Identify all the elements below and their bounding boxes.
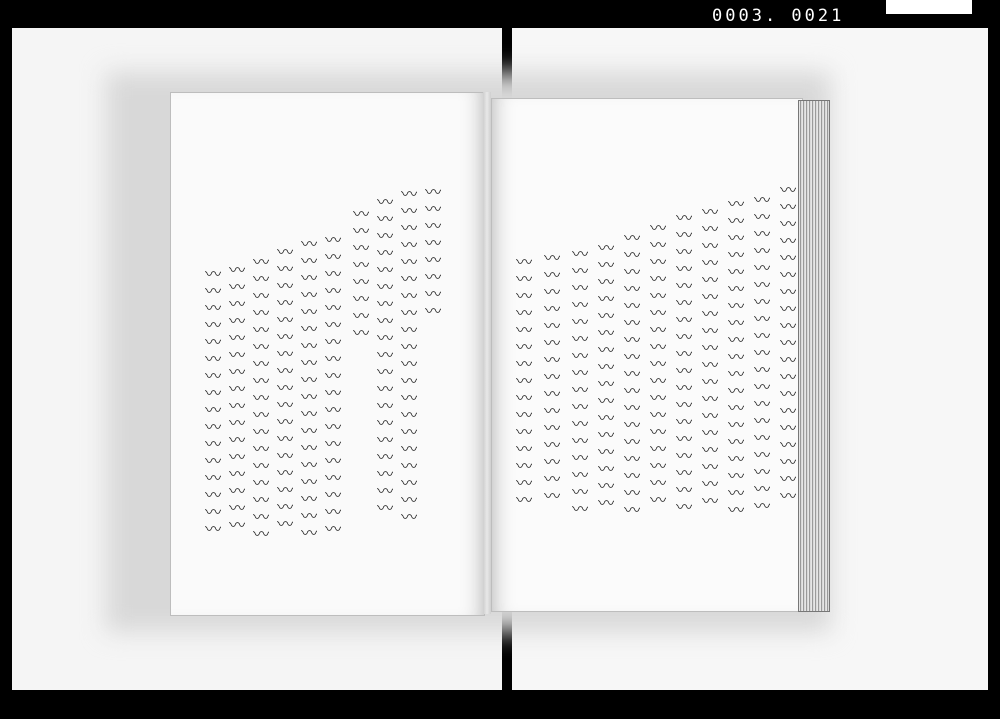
manuscript-column: 〰〰〰〰〰〰〰〰 [349, 205, 369, 341]
film-corner-tab [886, 0, 972, 14]
manuscript-column: 〰〰〰〰〰〰〰〰〰〰〰〰〰〰〰〰 [568, 245, 588, 517]
open-book [170, 92, 828, 614]
manuscript-column: 〰〰〰〰〰〰〰〰〰〰〰〰〰〰〰〰〰 [620, 229, 640, 518]
manuscript-column: 〰〰〰〰〰〰〰〰 [421, 183, 441, 319]
manuscript-column: 〰〰〰〰〰〰〰〰〰〰〰〰〰〰〰〰〰〰〰 [750, 191, 770, 514]
manuscript-column: 〰〰〰〰〰〰〰〰〰〰〰〰〰〰〰 [540, 249, 560, 504]
manuscript-column: 〰〰〰〰〰〰〰〰〰〰〰〰〰〰〰〰〰〰〰 [776, 181, 796, 504]
manuscript-column: 〰〰〰〰〰〰〰〰〰〰〰〰〰〰〰〰 [201, 265, 221, 537]
book-fore-edge [798, 100, 830, 612]
manuscript-column: 〰〰〰〰〰〰〰〰〰〰〰〰〰〰〰〰〰〰〰〰 [397, 185, 417, 525]
frame-number: 0003. 0021 [712, 6, 845, 26]
manuscript-column: 〰〰〰〰〰〰〰〰〰〰〰〰〰〰〰〰〰 [273, 243, 293, 532]
manuscript-column: 〰〰〰〰〰〰〰〰〰〰〰〰〰〰〰 [512, 253, 532, 508]
manuscript-column: 〰〰〰〰〰〰〰〰〰〰〰〰〰〰〰〰〰 [646, 219, 666, 508]
manuscript-column: 〰〰〰〰〰〰〰〰〰〰〰〰〰〰〰〰〰〰〰 [373, 193, 393, 516]
manuscript-column: 〰〰〰〰〰〰〰〰〰〰〰〰〰〰〰〰〰〰 [698, 203, 718, 509]
manuscript-column: 〰〰〰〰〰〰〰〰〰〰〰〰〰〰〰〰〰〰 [297, 235, 317, 541]
manuscript-column: 〰〰〰〰〰〰〰〰〰〰〰〰〰〰〰〰〰〰 [672, 209, 692, 515]
manuscript-column: 〰〰〰〰〰〰〰〰〰〰〰〰〰〰〰〰 [225, 261, 245, 533]
manuscript-column: 〰〰〰〰〰〰〰〰〰〰〰〰〰〰〰〰〰〰 [321, 231, 341, 537]
manuscript-column: 〰〰〰〰〰〰〰〰〰〰〰〰〰〰〰〰〰〰〰 [724, 195, 744, 518]
manuscript-column: 〰〰〰〰〰〰〰〰〰〰〰〰〰〰〰〰 [594, 239, 614, 511]
manuscript-column: 〰〰〰〰〰〰〰〰〰〰〰〰〰〰〰〰〰 [249, 253, 269, 542]
book-gutter [483, 92, 491, 614]
right-page [491, 98, 803, 612]
left-page [170, 92, 485, 616]
